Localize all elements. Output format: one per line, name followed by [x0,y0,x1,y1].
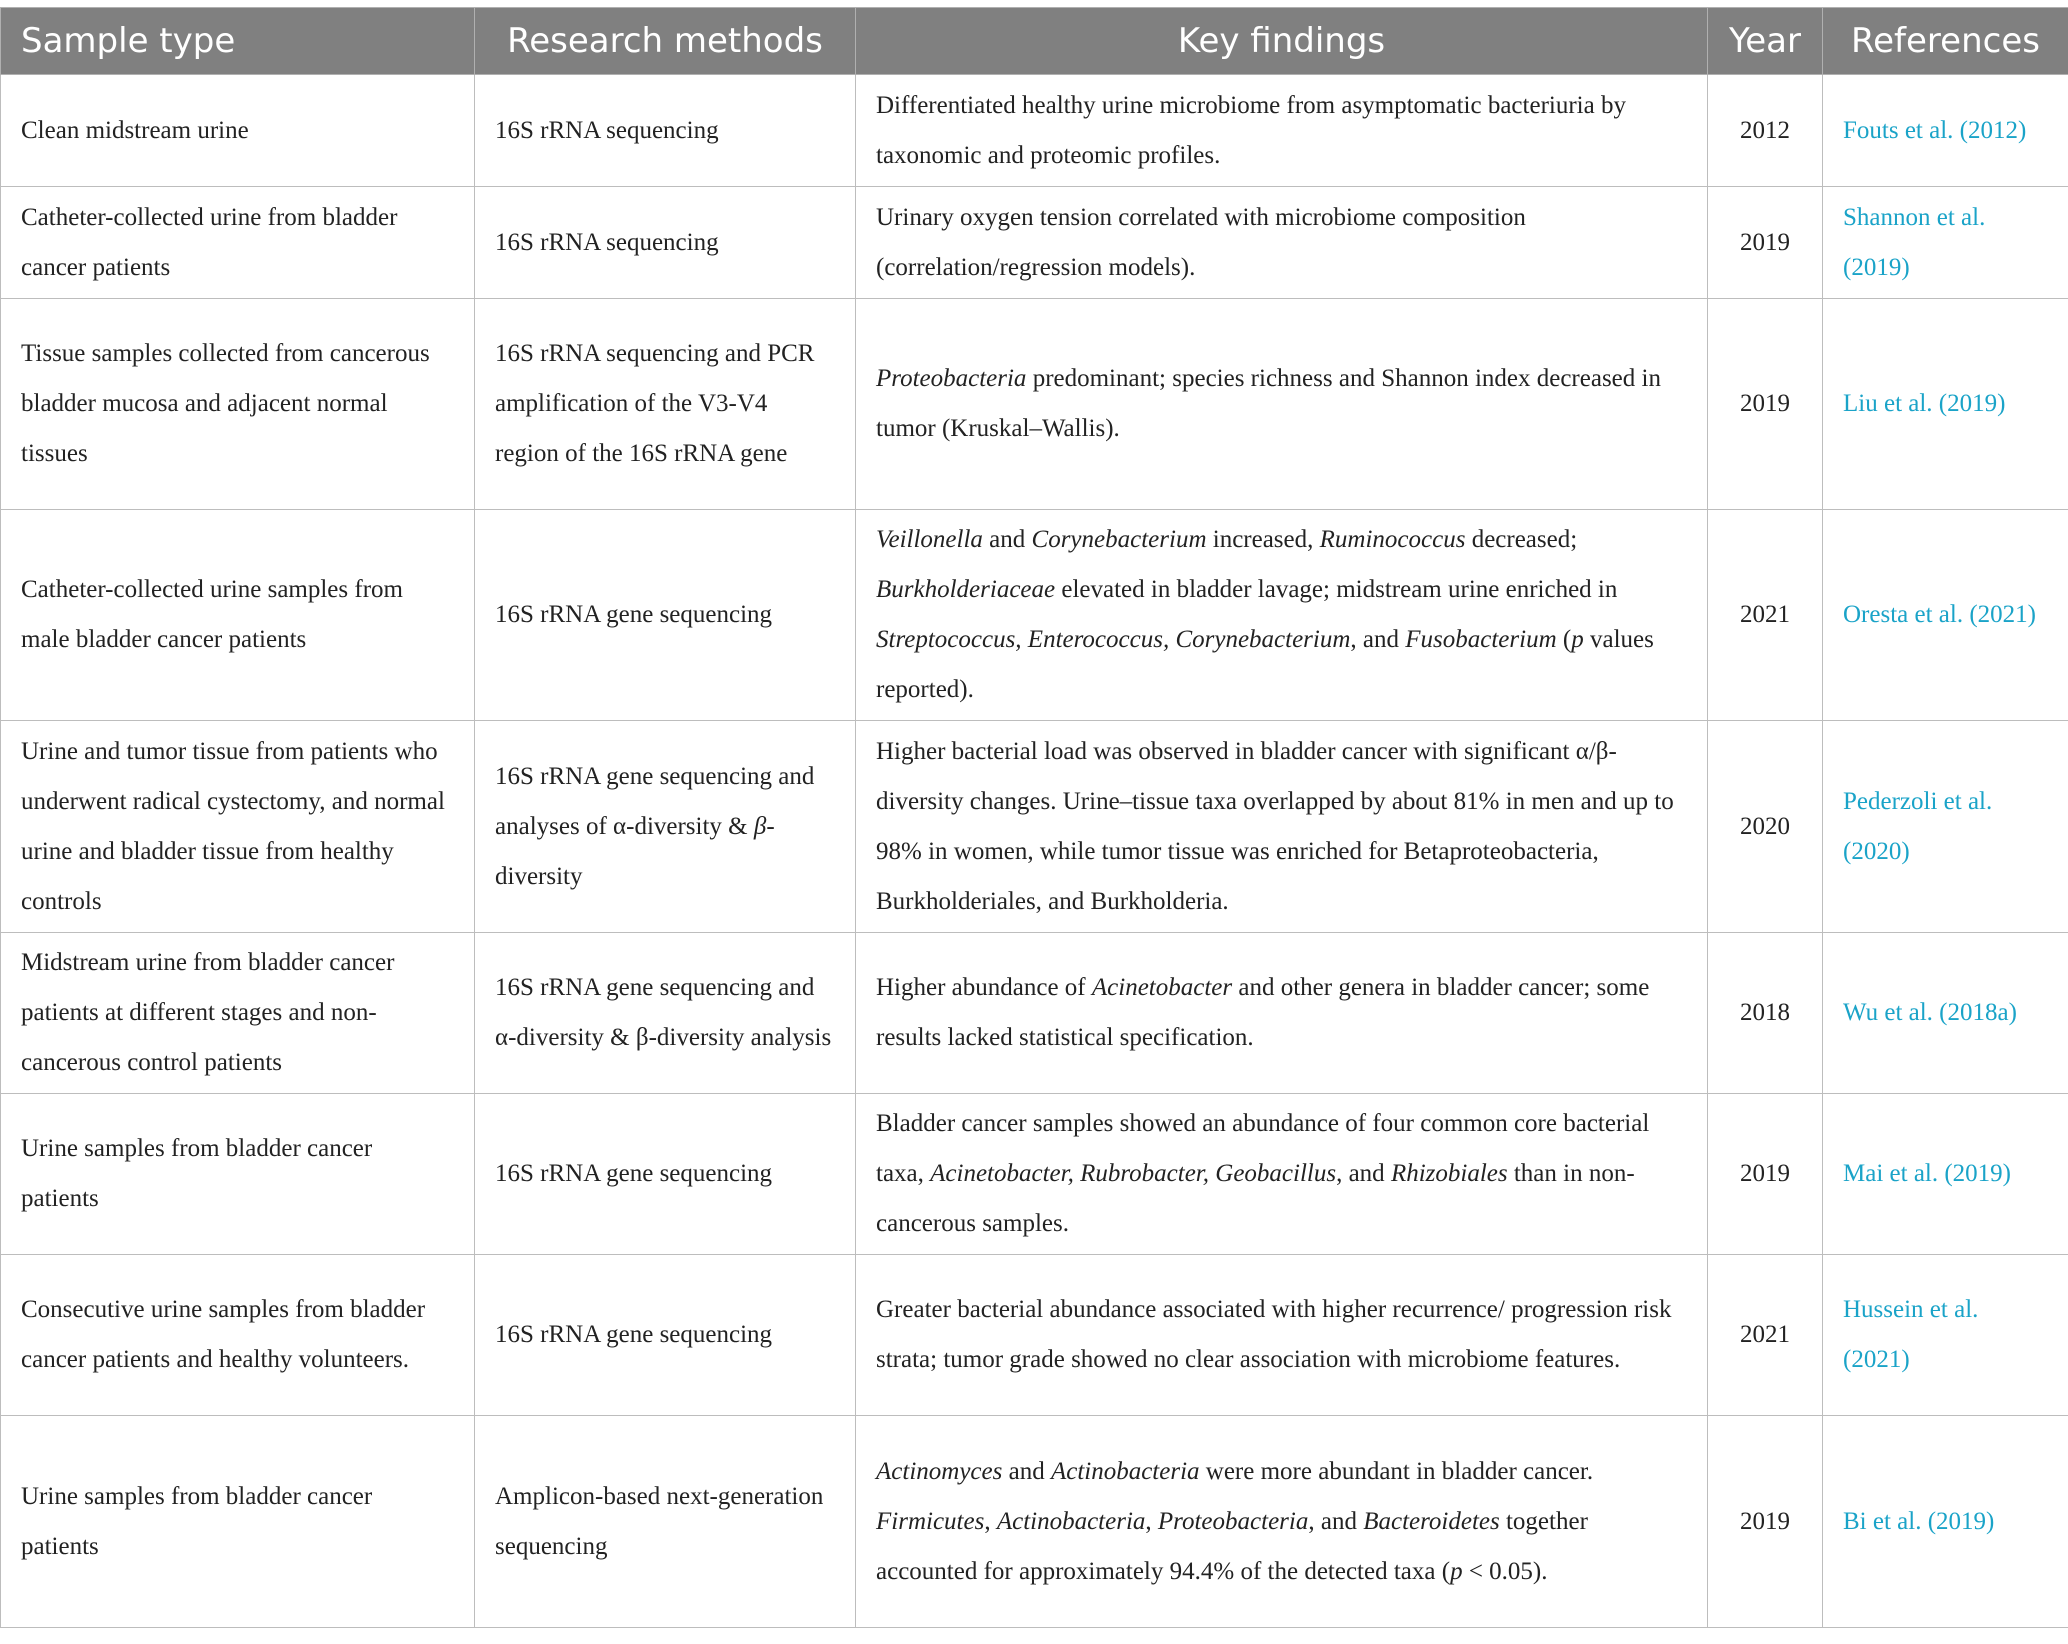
text-segment: together accounted for approximately 94.4% of the detected taxa ( [876,1507,1588,1585]
text-segment: p [1450,1557,1463,1585]
header-research-methods: Research methods [475,8,856,75]
research-method-cell: 16S rRNA sequencing [475,187,856,299]
header-year: Year [1708,8,1823,75]
text-segment: and other genera in bladder cancer; some results lacked statistical specification. [876,974,1650,1051]
year-cell: 2019 [1708,299,1823,510]
text-segment: Acinetobacter, Rubrobacter, Geobacillus [930,1160,1337,1187]
text-segment: Greater bacterial abundance associated with higher recurrence/ progression risk strata; tumor grade showed no clear association with microbiome features. [876,1296,1672,1373]
text-segment: Corynebacterium [1031,526,1207,553]
year-cell: 2018 [1708,933,1823,1094]
sample-type-cell: Consecutive urine samples from bladder cancer patients and healthy volunteers. [1,1255,475,1416]
reference-link[interactable]: Pederzoli et al. (2020) [1843,787,1993,865]
sample-type-cell: Tissue samples collected from cancerous bladder mucosa and adjacent normal tissues [1,299,475,510]
reference-cell [1823,1255,2068,1416]
header-key-findings: Key findings [856,8,1708,75]
text-segment: , and [1336,1160,1391,1187]
study-table [0,7,2068,1628]
text-segment: , and [1350,626,1406,653]
text-segment: Bladder cancer samples showed an abundance of four common core bacterial taxa, [876,1110,1650,1187]
year-cell: 2012 [1708,75,1823,187]
text-segment: than in non-cancerous samples. [876,1160,1635,1237]
key-findings-cell [856,299,1708,510]
research-method-cell: 16S rRNA gene sequencing [475,1094,856,1255]
text-segment: Proteobacteria [876,365,1027,392]
text-segment: -diversity [495,812,775,890]
reference-link[interactable]: Wu et al. (2018a) [1843,999,2017,1026]
text-segment: Acinetobacter [1091,974,1233,1001]
header-row [1,8,2068,75]
text-segment: Veillonella [876,526,983,553]
research-method-cell: Amplicon-based next-generation sequencing [475,1416,856,1628]
text-segment: and [1002,1457,1051,1485]
reference-link[interactable]: Mai et al. (2019) [1843,1160,2012,1187]
table-row [1,1255,2068,1416]
text-segment: Firmicutes [876,1507,985,1535]
table-row [1,721,2068,933]
table-row [1,1094,2068,1255]
key-findings-cell [856,933,1708,1094]
text-segment: < 0.05). [1462,1557,1548,1585]
sample-type-cell: Urine samples from bladder cancer patients [1,1094,475,1255]
sample-type-cell: Midstream urine from bladder cancer patients at different stages and non-cancerous control patients [1,933,475,1094]
reference-cell [1823,1416,2068,1628]
text-segment: Actinobacteria [1050,1457,1200,1485]
text-segment: 16S rRNA gene sequencing and analyses of α-diversity & [495,762,815,840]
reference-link[interactable]: Oresta et al. (2021) [1843,601,2036,628]
text-segment: β [753,812,767,840]
key-findings-cell [856,1416,1708,1628]
text-segment: were more abundant in bladder cancer. [1199,1457,1594,1485]
reference-cell [1823,721,2068,933]
header-sample-type: Sample type [1,8,475,75]
text-segment: ( [1556,626,1572,653]
year-cell: 2019 [1708,187,1823,299]
text-segment: elevated in bladder lavage; midstream urine enriched in [1055,576,1618,603]
text-segment: Ruminococcus [1319,526,1466,553]
text-segment: Actinobacteria [996,1507,1146,1535]
reference-cell [1823,933,2068,1094]
table-row [1,187,2068,299]
reference-link[interactable]: Hussein et al. (2021) [1843,1296,1979,1373]
text-segment: Higher bacterial load was observed in bladder cancer with significant α/β-diversity changes. Urine–tissue taxa overlapped by about 81% in men and up to 98% in women, while tumor tissue was enriched for Betaproteobacteria, Burkholderiales, and Burkholderia. [876,737,1674,915]
text-segment: , and [1308,1507,1364,1535]
reference-link[interactable]: Shannon et al. (2019) [1843,203,1986,281]
text-segment: Streptococcus, Enterococcus, Corynebacterium [876,626,1351,653]
reference-link[interactable]: Fouts et al. (2012) [1843,116,2027,144]
text-segment: Actinomyces [876,1457,1003,1485]
key-findings-cell [856,510,1708,721]
reference-link[interactable]: Liu et al. (2019) [1843,390,2006,417]
year-cell: 2021 [1708,1255,1823,1416]
table-row [1,75,2068,187]
sample-type-cell: Catheter-collected urine from bladder cancer patients [1,187,475,299]
table-row [1,510,2068,721]
sample-type-cell: Urine samples from bladder cancer patients [1,1416,475,1628]
text-segment: Rhizobiales [1390,1160,1508,1187]
text-segment: values reported). [876,626,1654,703]
research-method-cell: 16S rRNA sequencing [475,75,856,187]
reference-cell [1823,1094,2068,1255]
key-findings-cell [856,187,1708,299]
table-row [1,933,2068,1094]
header-references: References [1823,8,2068,75]
text-segment: Proteobacteria [1157,1507,1309,1535]
text-segment: , [1145,1507,1158,1535]
research-method-cell [475,721,856,933]
text-segment: and [982,526,1032,553]
text-segment: increased, [1206,526,1320,553]
reference-cell [1823,75,2068,187]
year-cell: 2019 [1708,1094,1823,1255]
research-method-cell: 16S rRNA gene sequencing [475,1255,856,1416]
key-findings-cell [856,1255,1708,1416]
year-cell: 2021 [1708,510,1823,721]
key-findings-cell [856,721,1708,933]
research-method-cell: 16S rRNA gene sequencing [475,510,856,721]
text-segment: Higher abundance of [876,974,1092,1001]
key-findings-cell [856,1094,1708,1255]
year-cell: 2020 [1708,721,1823,933]
text-segment: Burkholderiaceae [876,576,1056,603]
sample-type-cell: Clean midstream urine [1,75,475,187]
research-method-cell: 16S rRNA gene sequencing and α-diversity & β-diversity analysis [475,933,856,1094]
text-segment: predominant; species richness and Shannon index decreased in tumor (Kruskal–Wallis). [876,365,1661,442]
text-segment: decreased; [1465,526,1578,553]
text-segment: Urinary oxygen tension correlated with microbiome composition (correlation/regression models). [876,203,1526,281]
sample-type-cell: Catheter-collected urine samples from male bladder cancer patients [1,510,475,721]
text-segment: Differentiated healthy urine microbiome from asymptomatic bacteriuria by taxonomic and proteomic profiles. [876,91,1626,169]
text-segment: Fusobacterium [1405,626,1557,653]
table-row [1,1416,2068,1628]
reference-link[interactable]: Bi et al. (2019) [1843,1507,1995,1535]
reference-cell [1823,187,2068,299]
reference-cell [1823,299,2068,510]
text-segment: , [984,1507,997,1535]
reference-cell [1823,510,2068,721]
research-method-cell: 16S rRNA sequencing and PCR amplification of the V3-V4 region of the 16S rRNA gene [475,299,856,510]
text-segment: Bacteroidetes [1363,1507,1500,1535]
key-findings-cell [856,75,1708,187]
table-row [1,299,2068,510]
text-segment: p [1571,626,1584,653]
sample-type-cell: Urine and tumor tissue from patients who underwent radical cystectomy, and normal urine and bladder tissue from healthy controls [1,721,475,933]
year-cell: 2019 [1708,1416,1823,1628]
